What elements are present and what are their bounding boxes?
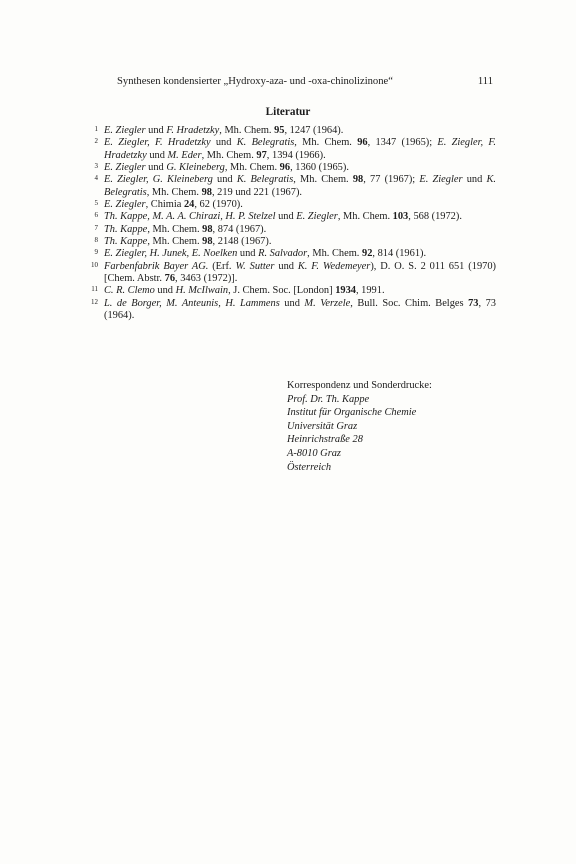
reference-item [82,298,496,323]
reference-number: 3 [94,162,98,171]
reference-text: Th. Kappe, Mh. Chem. 98, 874 (1967). [104,223,267,235]
page-number: 111 [477,76,493,87]
reference-number: 8 [94,236,98,245]
reference-number: 6 [94,211,98,220]
reference-number: 1 [94,125,98,133]
reference-text: E. Ziegler und G. Kleineberg, Mh. Chem. 96, 1360 (1965). [104,162,349,174]
reference-item [82,261,496,286]
reference-number: 10 [91,260,98,269]
correspondence-line-institute: Institut für Organische Chemie [287,407,417,419]
reference-text: E. Ziegler, G. Kleineberg und K. Belegratis, Mh. Chem. 98, 77 (1967); E. Ziegler und K. Belegratis, Mh. Chem. 98, 219 und 221 (1967). [104,174,497,198]
reference-item [82,236,496,248]
reference-item [82,285,496,297]
correspondence-line-name: Prof. Dr. Th. Kappe [287,393,370,405]
reference-number: 2 [94,137,98,146]
reference-item [82,248,496,260]
reference-number: 12 [91,297,98,306]
reference-item [82,125,496,137]
correspondence-heading: Korrespondenz und Sonderdrucke: [287,380,432,391]
reference-item [82,162,496,174]
reference-text: Farbenfabrik Bayer AG. (Erf. W. Sutter und K. F. Wedemeyer), D. O. S. 2 011 651 (1970) [Chem. Abstr. 76, 3463 (1972)]. [104,260,496,285]
reference-text: C. R. Clemo und H. McIlwain, J. Chem. Soc. [London] 1934, 1991. [104,285,385,297]
correspondence-line-city: A-8010 Graz [287,447,341,459]
reference-text: E. Ziegler, Chimia 24, 62 (1970). [104,199,243,211]
correspondence-line-country: Österreich [287,461,332,473]
section-title: Literatur [265,106,311,118]
reference-item [82,137,496,162]
reference-number: 5 [94,199,98,208]
reference-number: 7 [94,223,98,232]
reference-list [82,125,496,323]
running-head-title: Synthesen kondensierter „Hydroxy-aza- und -oxa-chinolizinone“ [117,76,393,87]
reference-text: E. Ziegler, H. Junek, E. Noelken und R. Salvador, Mh. Chem. 92, 814 (1961). [104,248,427,260]
reference-number: 11 [91,285,98,294]
reference-number: 4 [94,174,98,183]
running-head [117,76,493,87]
correspondence-block [287,379,487,474]
reference-text: Th. Kappe, Mh. Chem. 98, 2148 (1967). [104,236,272,248]
correspondence-line-street: Heinrichstraße 28 [287,434,363,446]
reference-number: 9 [94,248,98,257]
reference-item [82,199,496,211]
reference-item [82,211,496,223]
reference-text: E. Ziegler, F. Hradetzky und K. Belegratis, Mh. Chem. 96, 1347 (1965); E. Ziegler, F. Hradetzky und M. Eder, Mh. Chem. 97, 1394 (1966). [104,137,496,161]
reference-text: E. Ziegler und F. Hradetzky, Mh. Chem. 95, 1247 (1964). [104,125,344,136]
correspondence-line-university: Universität Graz [287,420,358,432]
reference-item [82,174,496,199]
reference-text: L. de Borger, M. Anteunis, H. Lammens und M. Verzele, Bull. Soc. Chim. Belges 73, 73 (1964). [104,297,496,322]
reference-item [82,224,496,236]
reference-text: Th. Kappe, M. A. A. Chirazi, H. P. Stelzel und E. Ziegler, Mh. Chem. 103, 568 (1972). [104,211,462,223]
